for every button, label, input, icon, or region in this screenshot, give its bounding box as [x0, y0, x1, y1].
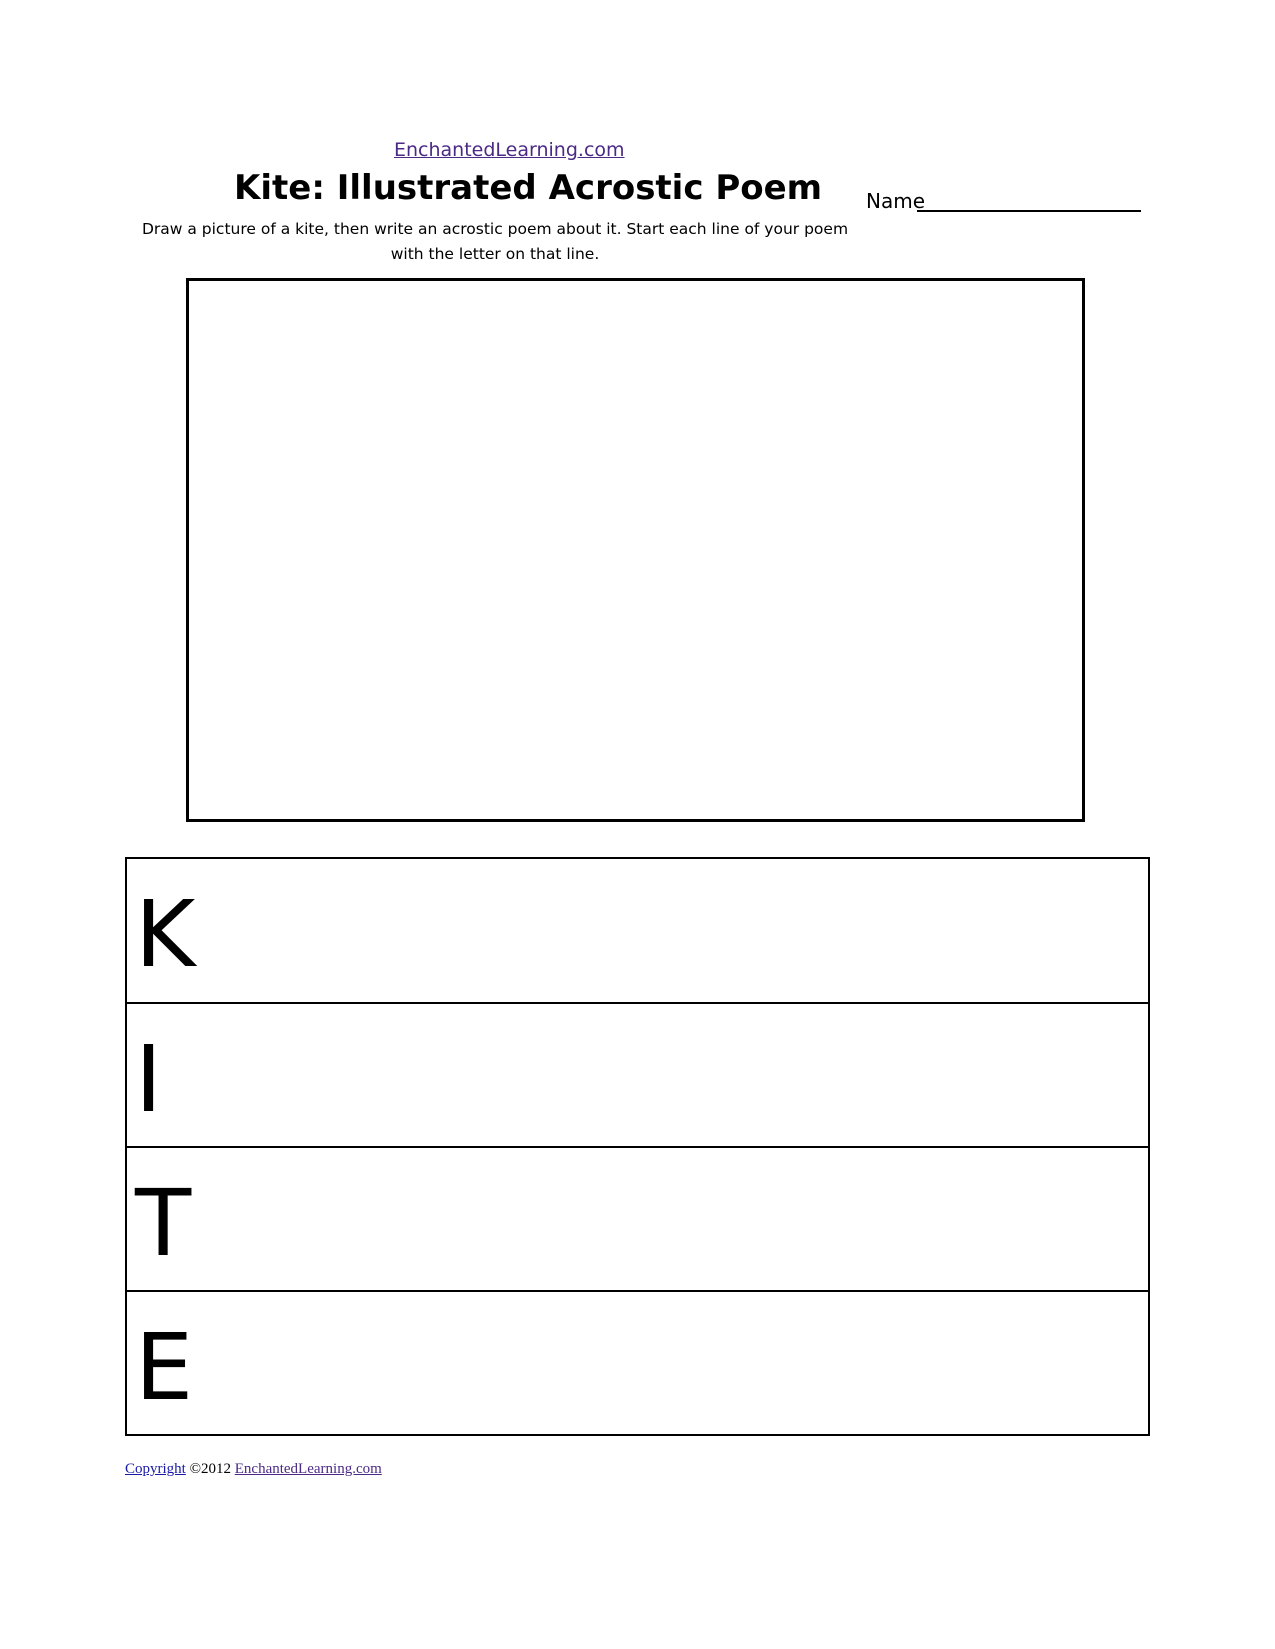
poem-letter: I: [135, 1026, 163, 1133]
poem-letter: E: [135, 1314, 194, 1421]
poem-letter: T: [135, 1170, 192, 1277]
poem-line-k[interactable]: [127, 859, 1148, 1002]
poem-line-i[interactable]: [127, 1002, 1148, 1146]
page-title: Kite: Illustrated Acrostic Poem: [234, 168, 823, 208]
acrostic-poem-table: [125, 857, 1150, 1436]
site-link[interactable]: EnchantedLearning.com: [394, 139, 625, 161]
poem-line-e[interactable]: [127, 1290, 1148, 1434]
poem-letter: K: [135, 881, 196, 988]
copyright-link[interactable]: Copyright: [125, 1461, 186, 1477]
copyright-year: ©2012: [189, 1461, 231, 1477]
footer: [125, 1461, 382, 1478]
name-label: Name: [866, 189, 926, 213]
instructions: Draw a picture of a kite, then write an acrostic poem about it. Start each line of your poem with the letter on that line.: [141, 220, 849, 263]
drawing-area[interactable]: [186, 278, 1085, 822]
poem-line-t[interactable]: [127, 1146, 1148, 1290]
name-write-line[interactable]: [917, 210, 1141, 212]
footer-site-link[interactable]: EnchantedLearning.com: [234, 1461, 382, 1477]
